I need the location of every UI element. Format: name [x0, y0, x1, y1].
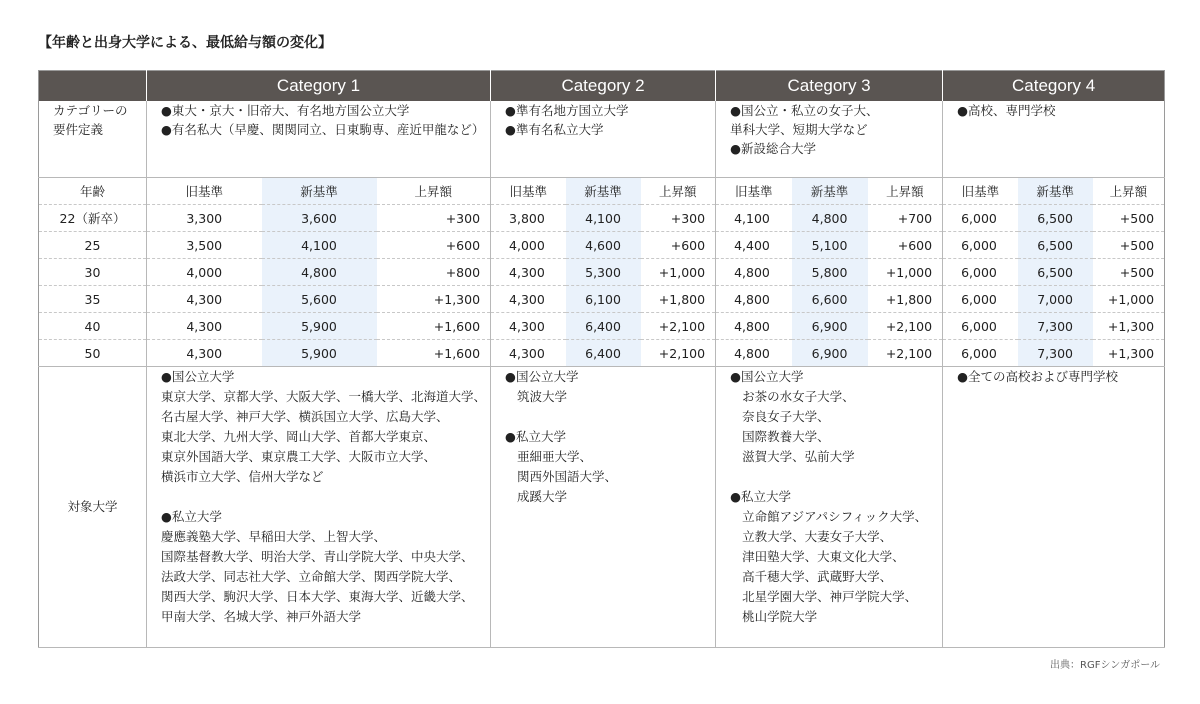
increase-cell: +2,100 [641, 340, 716, 367]
category-definition [943, 101, 1165, 178]
university-line: 成蹊大学 [517, 489, 568, 504]
new-salary-cell: 6,900 [792, 340, 868, 367]
university-line: 高千穂大学、武蔵野大学、 [742, 569, 893, 584]
new-salary-cell: 5,100 [792, 232, 868, 259]
university-group-heading: ●国公立大学 [505, 369, 579, 384]
increase-cell: +600 [641, 232, 716, 259]
new-salary-cell: 5,900 [262, 340, 377, 367]
new-salary-cell: 4,100 [262, 232, 377, 259]
old-salary-cell: 6,000 [943, 313, 1018, 340]
definition-row [39, 101, 1165, 178]
subcolumn-header: 上昇額 [868, 178, 943, 205]
university-line: 関西大学、駒沢大学、日本大学、東海大学、近畿大学、 [161, 589, 474, 604]
university-line: 立教大学、大妻女子大学、 [742, 529, 893, 544]
increase-cell: +300 [377, 205, 491, 232]
universities-row [39, 367, 1165, 648]
increase-cell: +2,100 [868, 340, 943, 367]
category-universities [491, 367, 716, 648]
old-salary-cell: 4,300 [491, 340, 566, 367]
category-universities [147, 367, 491, 648]
header-corner [39, 71, 147, 102]
increase-cell: +2,100 [868, 313, 943, 340]
definition-line: ●準有名地方国立大学 [505, 103, 629, 118]
university-line: 名古屋大学、神戸大学、横浜国立大学、広島大学、 [161, 409, 449, 424]
new-salary-cell: 3,600 [262, 205, 377, 232]
increase-cell: +1,600 [377, 313, 491, 340]
subcolumn-header: 新基準 [792, 178, 868, 205]
university-line: 津田塾大学、大東文化大学、 [742, 549, 905, 564]
new-salary-cell: 6,400 [566, 313, 641, 340]
age-cell: 25 [39, 232, 147, 259]
age-cell: 30 [39, 259, 147, 286]
university-group-heading: ●私立大学 [730, 489, 791, 504]
definition-line: ●有名私大（早慶、関関同立、日東駒専、産近甲龍など） [161, 122, 485, 137]
increase-cell: +1,600 [377, 340, 491, 367]
old-salary-cell: 4,300 [147, 286, 262, 313]
increase-cell: +1,300 [1093, 340, 1165, 367]
definition-line: ●新設総合大学 [730, 141, 816, 156]
subcolumn-header: 旧基準 [147, 178, 262, 205]
age-cell: 22（新卒） [39, 205, 147, 232]
university-line: 北星学園大学、神戸学院大学、 [742, 589, 918, 604]
university-line: 滋賀大学、弘前大学 [742, 449, 855, 464]
definition-label-line: カテゴリーの [53, 103, 128, 118]
old-salary-cell: 4,400 [716, 232, 792, 259]
university-group [505, 427, 715, 507]
new-salary-cell: 7,000 [1018, 286, 1093, 313]
old-salary-cell: 3,800 [491, 205, 566, 232]
old-salary-cell: 4,800 [716, 259, 792, 286]
old-salary-cell: 4,300 [491, 286, 566, 313]
table-row [39, 205, 1165, 232]
new-salary-cell: 6,900 [792, 313, 868, 340]
old-salary-cell: 4,800 [716, 340, 792, 367]
increase-cell: +1,800 [868, 286, 943, 313]
university-line: 甲南大学、名城大学、神戸外語大学 [161, 609, 362, 624]
increase-cell: +700 [868, 205, 943, 232]
university-line: 東京大学、京都大学、大阪大学、一橋大学、北海道大学、 [161, 389, 487, 404]
subcolumn-header: 新基準 [262, 178, 377, 205]
new-salary-cell: 6,500 [1018, 259, 1093, 286]
increase-cell: +500 [1093, 232, 1165, 259]
salary-table [38, 70, 1165, 648]
age-header: 年齢 [39, 178, 147, 205]
university-line: 桃山学院大学 [742, 609, 818, 624]
university-group [730, 367, 942, 467]
definition-line: ●東大・京大・旧帝大、有名地方国公立大学 [161, 103, 410, 118]
increase-cell: +1,800 [641, 286, 716, 313]
age-cell: 50 [39, 340, 147, 367]
old-salary-cell: 4,100 [716, 205, 792, 232]
definition-line: ●高校、専門学校 [957, 103, 1056, 118]
old-salary-cell: 4,300 [147, 313, 262, 340]
university-line: 立命館アジアパシフィック大学、 [742, 509, 928, 524]
old-salary-cell: 4,300 [491, 313, 566, 340]
subcolumn-header: 新基準 [566, 178, 641, 205]
new-salary-cell: 4,800 [262, 259, 377, 286]
university-line: 国際教養大学、 [742, 429, 830, 444]
subcolumn-header: 上昇額 [1093, 178, 1165, 205]
old-salary-cell: 6,000 [943, 286, 1018, 313]
subcolumn-header: 旧基準 [716, 178, 792, 205]
increase-cell: +1,000 [641, 259, 716, 286]
new-salary-cell: 4,100 [566, 205, 641, 232]
definition-label-line: 要件定義 [53, 122, 104, 137]
new-salary-cell: 6,600 [792, 286, 868, 313]
category-definition [716, 101, 943, 178]
increase-cell: +800 [377, 259, 491, 286]
university-line: 関西外国語大学、 [517, 469, 618, 484]
new-salary-cell: 5,900 [262, 313, 377, 340]
university-group [957, 367, 1164, 387]
subcolumn-header: 旧基準 [943, 178, 1018, 205]
university-group-heading: ●私立大学 [505, 429, 566, 444]
university-group [730, 487, 942, 627]
university-line: 亜細亜大学、 [517, 449, 593, 464]
university-group-heading: ●国公立大学 [161, 369, 235, 384]
new-salary-cell: 6,400 [566, 340, 641, 367]
university-line: 横浜市立大学、信州大学など [161, 469, 324, 484]
table-row [39, 340, 1165, 367]
definition-line: 単科大学、短期大学など [730, 122, 868, 137]
subcolumn-header: 旧基準 [491, 178, 566, 205]
university-group-heading: ●全ての高校および専門学校 [957, 369, 1119, 384]
university-line: 奈良女子大学、 [742, 409, 830, 424]
age-cell: 35 [39, 286, 147, 313]
new-salary-cell: 5,600 [262, 286, 377, 313]
old-salary-cell: 4,800 [716, 286, 792, 313]
increase-cell: +1,000 [1093, 286, 1165, 313]
new-salary-cell: 6,100 [566, 286, 641, 313]
new-salary-cell: 7,300 [1018, 313, 1093, 340]
university-line: 慶應義塾大学、早稲田大学、上智大学、 [161, 529, 387, 544]
old-salary-cell: 4,800 [716, 313, 792, 340]
source-note: 出典：RGFシンガポール [1050, 660, 1160, 671]
category-universities [716, 367, 943, 648]
university-group-heading: ●私立大学 [161, 509, 222, 524]
page-title: 【年齢と出身大学による、最低給与額の変化】 [38, 35, 332, 51]
university-line: 法政大学、同志社大学、立命館大学、関西学院大学、 [161, 569, 462, 584]
new-salary-cell: 5,800 [792, 259, 868, 286]
old-salary-cell: 4,300 [491, 259, 566, 286]
old-salary-cell: 6,000 [943, 205, 1018, 232]
subcolumn-header: 上昇額 [641, 178, 716, 205]
category-definition [147, 101, 491, 178]
increase-cell: +2,100 [641, 313, 716, 340]
increase-cell: +500 [1093, 259, 1165, 286]
new-salary-cell: 4,800 [792, 205, 868, 232]
old-salary-cell: 4,000 [147, 259, 262, 286]
table-row [39, 313, 1165, 340]
definition-line: ●準有名私立大学 [505, 122, 604, 137]
category-header: Category 2 [491, 71, 716, 102]
category-universities [943, 367, 1165, 648]
old-salary-cell: 6,000 [943, 340, 1018, 367]
new-salary-cell: 6,500 [1018, 232, 1093, 259]
university-line: お茶の水女子大学、 [742, 389, 855, 404]
university-group [505, 367, 715, 407]
new-salary-cell: 7,300 [1018, 340, 1093, 367]
university-group [161, 367, 490, 487]
subcolumn-header: 新基準 [1018, 178, 1093, 205]
table-row [39, 232, 1165, 259]
new-salary-cell: 6,500 [1018, 205, 1093, 232]
definition-label [39, 101, 147, 178]
increase-cell: +1,300 [377, 286, 491, 313]
category-header-row [39, 71, 1165, 102]
category-header: Category 4 [943, 71, 1165, 102]
subcolumn-header-row [39, 178, 1165, 205]
increase-cell: +1,000 [868, 259, 943, 286]
age-cell: 40 [39, 313, 147, 340]
table-row [39, 286, 1165, 313]
old-salary-cell: 3,500 [147, 232, 262, 259]
increase-cell: +500 [1093, 205, 1165, 232]
subcolumn-header: 上昇額 [377, 178, 491, 205]
table-row [39, 259, 1165, 286]
university-line: 国際基督教大学、明治大学、青山学院大学、中央大学、 [161, 549, 474, 564]
old-salary-cell: 4,300 [147, 340, 262, 367]
university-line: 筑波大学 [517, 389, 568, 404]
old-salary-cell: 3,300 [147, 205, 262, 232]
increase-cell: +600 [377, 232, 491, 259]
university-line: 東京外国語大学、東京農工大学、大阪市立大学、 [161, 449, 437, 464]
definition-line: ●国公立・私立の女子大、 [730, 103, 879, 118]
old-salary-cell: 6,000 [943, 259, 1018, 286]
old-salary-cell: 4,000 [491, 232, 566, 259]
university-group-heading: ●国公立大学 [730, 369, 804, 384]
new-salary-cell: 5,300 [566, 259, 641, 286]
universities-label: 対象大学 [39, 367, 147, 648]
category-header: Category 3 [716, 71, 943, 102]
increase-cell: +600 [868, 232, 943, 259]
increase-cell: +300 [641, 205, 716, 232]
university-group [161, 507, 490, 627]
category-header: Category 1 [147, 71, 491, 102]
increase-cell: +1,300 [1093, 313, 1165, 340]
new-salary-cell: 4,600 [566, 232, 641, 259]
old-salary-cell: 6,000 [943, 232, 1018, 259]
university-line: 東北大学、九州大学、岡山大学、首都大学東京、 [161, 429, 437, 444]
category-definition [491, 101, 716, 178]
